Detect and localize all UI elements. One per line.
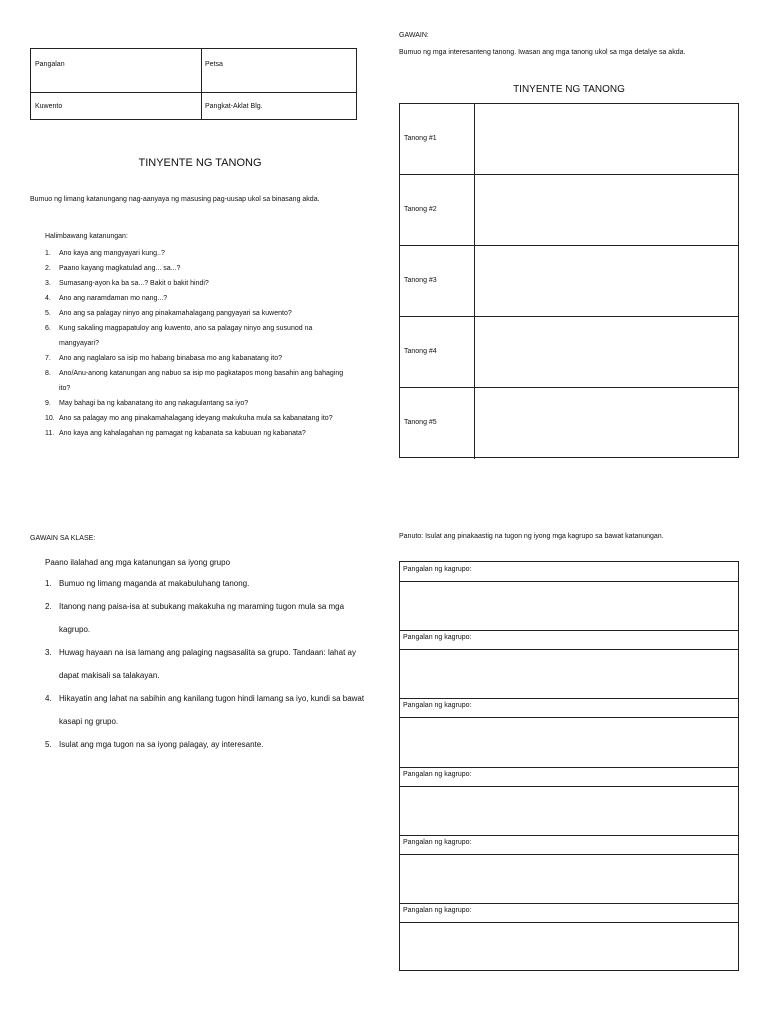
- question-answer-box[interactable]: [475, 317, 738, 387]
- members-table: [399, 561, 739, 971]
- story-field-label: Kuwento: [35, 103, 63, 110]
- right-title: TINYENTE NG TANONG: [513, 84, 625, 95]
- example-number: 4.: [45, 295, 51, 302]
- member-name-row[interactable]: [400, 903, 738, 923]
- step-number: 2.: [45, 602, 52, 611]
- example-text: Ano sa palagay mo ang pinakamahalagang ideyang makukuha mula sa kabanatang ito?: [59, 415, 333, 422]
- example-text: Ano kaya ang mangyayari kung..?: [59, 250, 165, 257]
- member-block-divider: [400, 835, 738, 836]
- example-text: Ano kaya ang kahalagahan ng pamagat ng kabanata sa kabuuan ng kabanata?: [59, 430, 306, 437]
- member-answer-box[interactable]: [400, 855, 738, 903]
- step-text: kasapi ng grupo.: [59, 717, 119, 726]
- member-answer-box[interactable]: [400, 787, 738, 835]
- question-label: Tanong #5: [404, 418, 437, 426]
- example-number: 3.: [45, 280, 51, 287]
- step-text: dapat makisali sa talakayan.: [59, 671, 160, 680]
- questions-table: [399, 103, 739, 458]
- panuto-instruction: Panuto: Isulat ang pinakaastig na tugon ng iyong mga kagrupo sa bawat katanungan.: [399, 533, 664, 540]
- examples-heading: Halimbawang katanungan:: [45, 233, 128, 240]
- member-answer-box[interactable]: [400, 650, 738, 698]
- member-name-row[interactable]: [400, 835, 738, 855]
- question-row: [400, 246, 738, 317]
- example-text: Ano ang naramdaman mo nang...?: [59, 295, 168, 302]
- example-number: 1.: [45, 250, 51, 257]
- question-label: Tanong #4: [404, 347, 437, 355]
- step-text: kagrupo.: [59, 625, 91, 634]
- member-name-label: Pangalan ng kagrupo:: [403, 838, 472, 846]
- member-answer-box[interactable]: [400, 582, 738, 630]
- member-name-label: Pangalan ng kagrupo:: [403, 634, 472, 642]
- gawain-instruction: [399, 49, 685, 56]
- step-text: Itanong nang paisa-isa at subukang makakuha ng maraming tugon mula sa mga: [59, 602, 345, 611]
- member-answer-box[interactable]: [400, 923, 738, 971]
- step-text: Huwag hayaan na isa lamang ang palaging nagsasalita sa grupo. Tandaan: lahat ay: [59, 648, 356, 657]
- example-number: 8.: [45, 370, 51, 377]
- step-text: Bumuo ng limang maganda at makabuluhang tanong.: [59, 579, 250, 588]
- member-name-label: Pangalan ng kagrupo:: [403, 907, 472, 914]
- question-answer-box[interactable]: [475, 246, 738, 316]
- step-number: 1.: [45, 579, 52, 588]
- example-text: Ano/Anu-anong katanungan ang nabuo sa isip mo pagkatapos mong basahin ang bahaging: [59, 370, 344, 377]
- example-text: Kung sakaling magpapatuloy ang kuwento, ano sa palagay ninyo ang susunod na: [59, 325, 313, 332]
- example-text: Paano kayang magkatulad ang... sa...?: [59, 265, 181, 272]
- member-name-label: Pangalan ng kagrupo:: [403, 770, 472, 778]
- member-block-divider: [400, 698, 738, 699]
- class-activity-subheading: Paano ilalahad ang mga katanungan sa iyong grupo: [45, 558, 231, 567]
- class-activity-heading: GAWAIN SA KLASE:: [30, 535, 96, 542]
- info-table-divider: [201, 49, 202, 119]
- step-number: 5.: [45, 740, 52, 749]
- question-row: [400, 317, 738, 388]
- example-number: 5.: [45, 310, 51, 317]
- member-block-divider: [400, 903, 738, 904]
- question-row: [400, 175, 738, 246]
- example-text: mangyayari?: [59, 340, 100, 347]
- gawain-instruction-part: Iwasan ang mga tanong ukol sa mga detalye sa akda.: [518, 49, 686, 56]
- example-number: 9.: [45, 400, 51, 407]
- group-number-field-label: Pangkat-Aklat Blg.: [205, 103, 263, 110]
- member-answer-box[interactable]: [400, 718, 738, 766]
- example-number: 6.: [45, 325, 51, 332]
- question-label: Tanong #2: [404, 205, 437, 213]
- info-table: [30, 48, 357, 120]
- info-table-divider: [31, 92, 356, 93]
- example-text: Sumasang-ayon ka ba sa...? Bakit o bakit hindi?: [59, 280, 209, 287]
- question-label: Tanong #3: [404, 276, 437, 284]
- member-name-label: Pangalan ng kagrupo:: [403, 702, 472, 710]
- question-row: [400, 104, 738, 175]
- question-row: [400, 388, 738, 459]
- member-name-row[interactable]: [400, 767, 738, 787]
- example-text: ito?: [59, 385, 71, 392]
- member-block-divider: [400, 767, 738, 768]
- step-text: Isulat ang mga tugon na sa iyong palagay, ay interesante.: [59, 740, 264, 749]
- example-text: May bahagi ba ng kabanatang ito ang nakagulantang sa iyo?: [59, 400, 249, 407]
- example-text: Ano ang sa palagay ninyo ang pinakamahalagang pangyayari sa kuwento?: [59, 310, 292, 317]
- example-number: 10.: [45, 415, 55, 422]
- question-answer-box[interactable]: [475, 104, 738, 174]
- question-answer-box[interactable]: [475, 388, 738, 459]
- member-name-row[interactable]: [400, 562, 738, 582]
- step-number: 3.: [45, 648, 52, 657]
- gawain-instruction-part: Bumuo ng mga interesanteng tanong.: [399, 49, 517, 56]
- gawain-heading: GAWAIN:: [399, 32, 429, 39]
- member-name-row[interactable]: [400, 698, 738, 718]
- question-answer-box[interactable]: [475, 175, 738, 245]
- question-label: Tanong #1: [404, 134, 437, 142]
- member-name-label: Pangalan ng kagrupo:: [403, 566, 472, 573]
- step-number: 4.: [45, 694, 52, 703]
- example-number: 11.: [45, 430, 55, 437]
- step-text: Hikayatin ang lahat na sabihin ang kanilang tugon hindi lamang sa iyo, kundi sa bawat: [59, 694, 365, 703]
- example-text: Ano ang naglalaro sa isip mo habang binabasa mo ang kabanatang ito?: [59, 355, 282, 362]
- member-block-divider: [400, 630, 738, 631]
- member-name-row[interactable]: [400, 630, 738, 650]
- left-title: TINYENTE NG TANONG: [138, 157, 262, 169]
- example-number: 2.: [45, 265, 51, 272]
- left-instruction: Bumuo ng limang katanungang nag-aanyaya ng masusing pag-uusap ukol sa binasang akda.: [30, 196, 320, 203]
- date-field-label: Petsa: [205, 61, 223, 68]
- name-field-label: Pangalan: [35, 61, 65, 68]
- example-number: 7.: [45, 355, 51, 362]
